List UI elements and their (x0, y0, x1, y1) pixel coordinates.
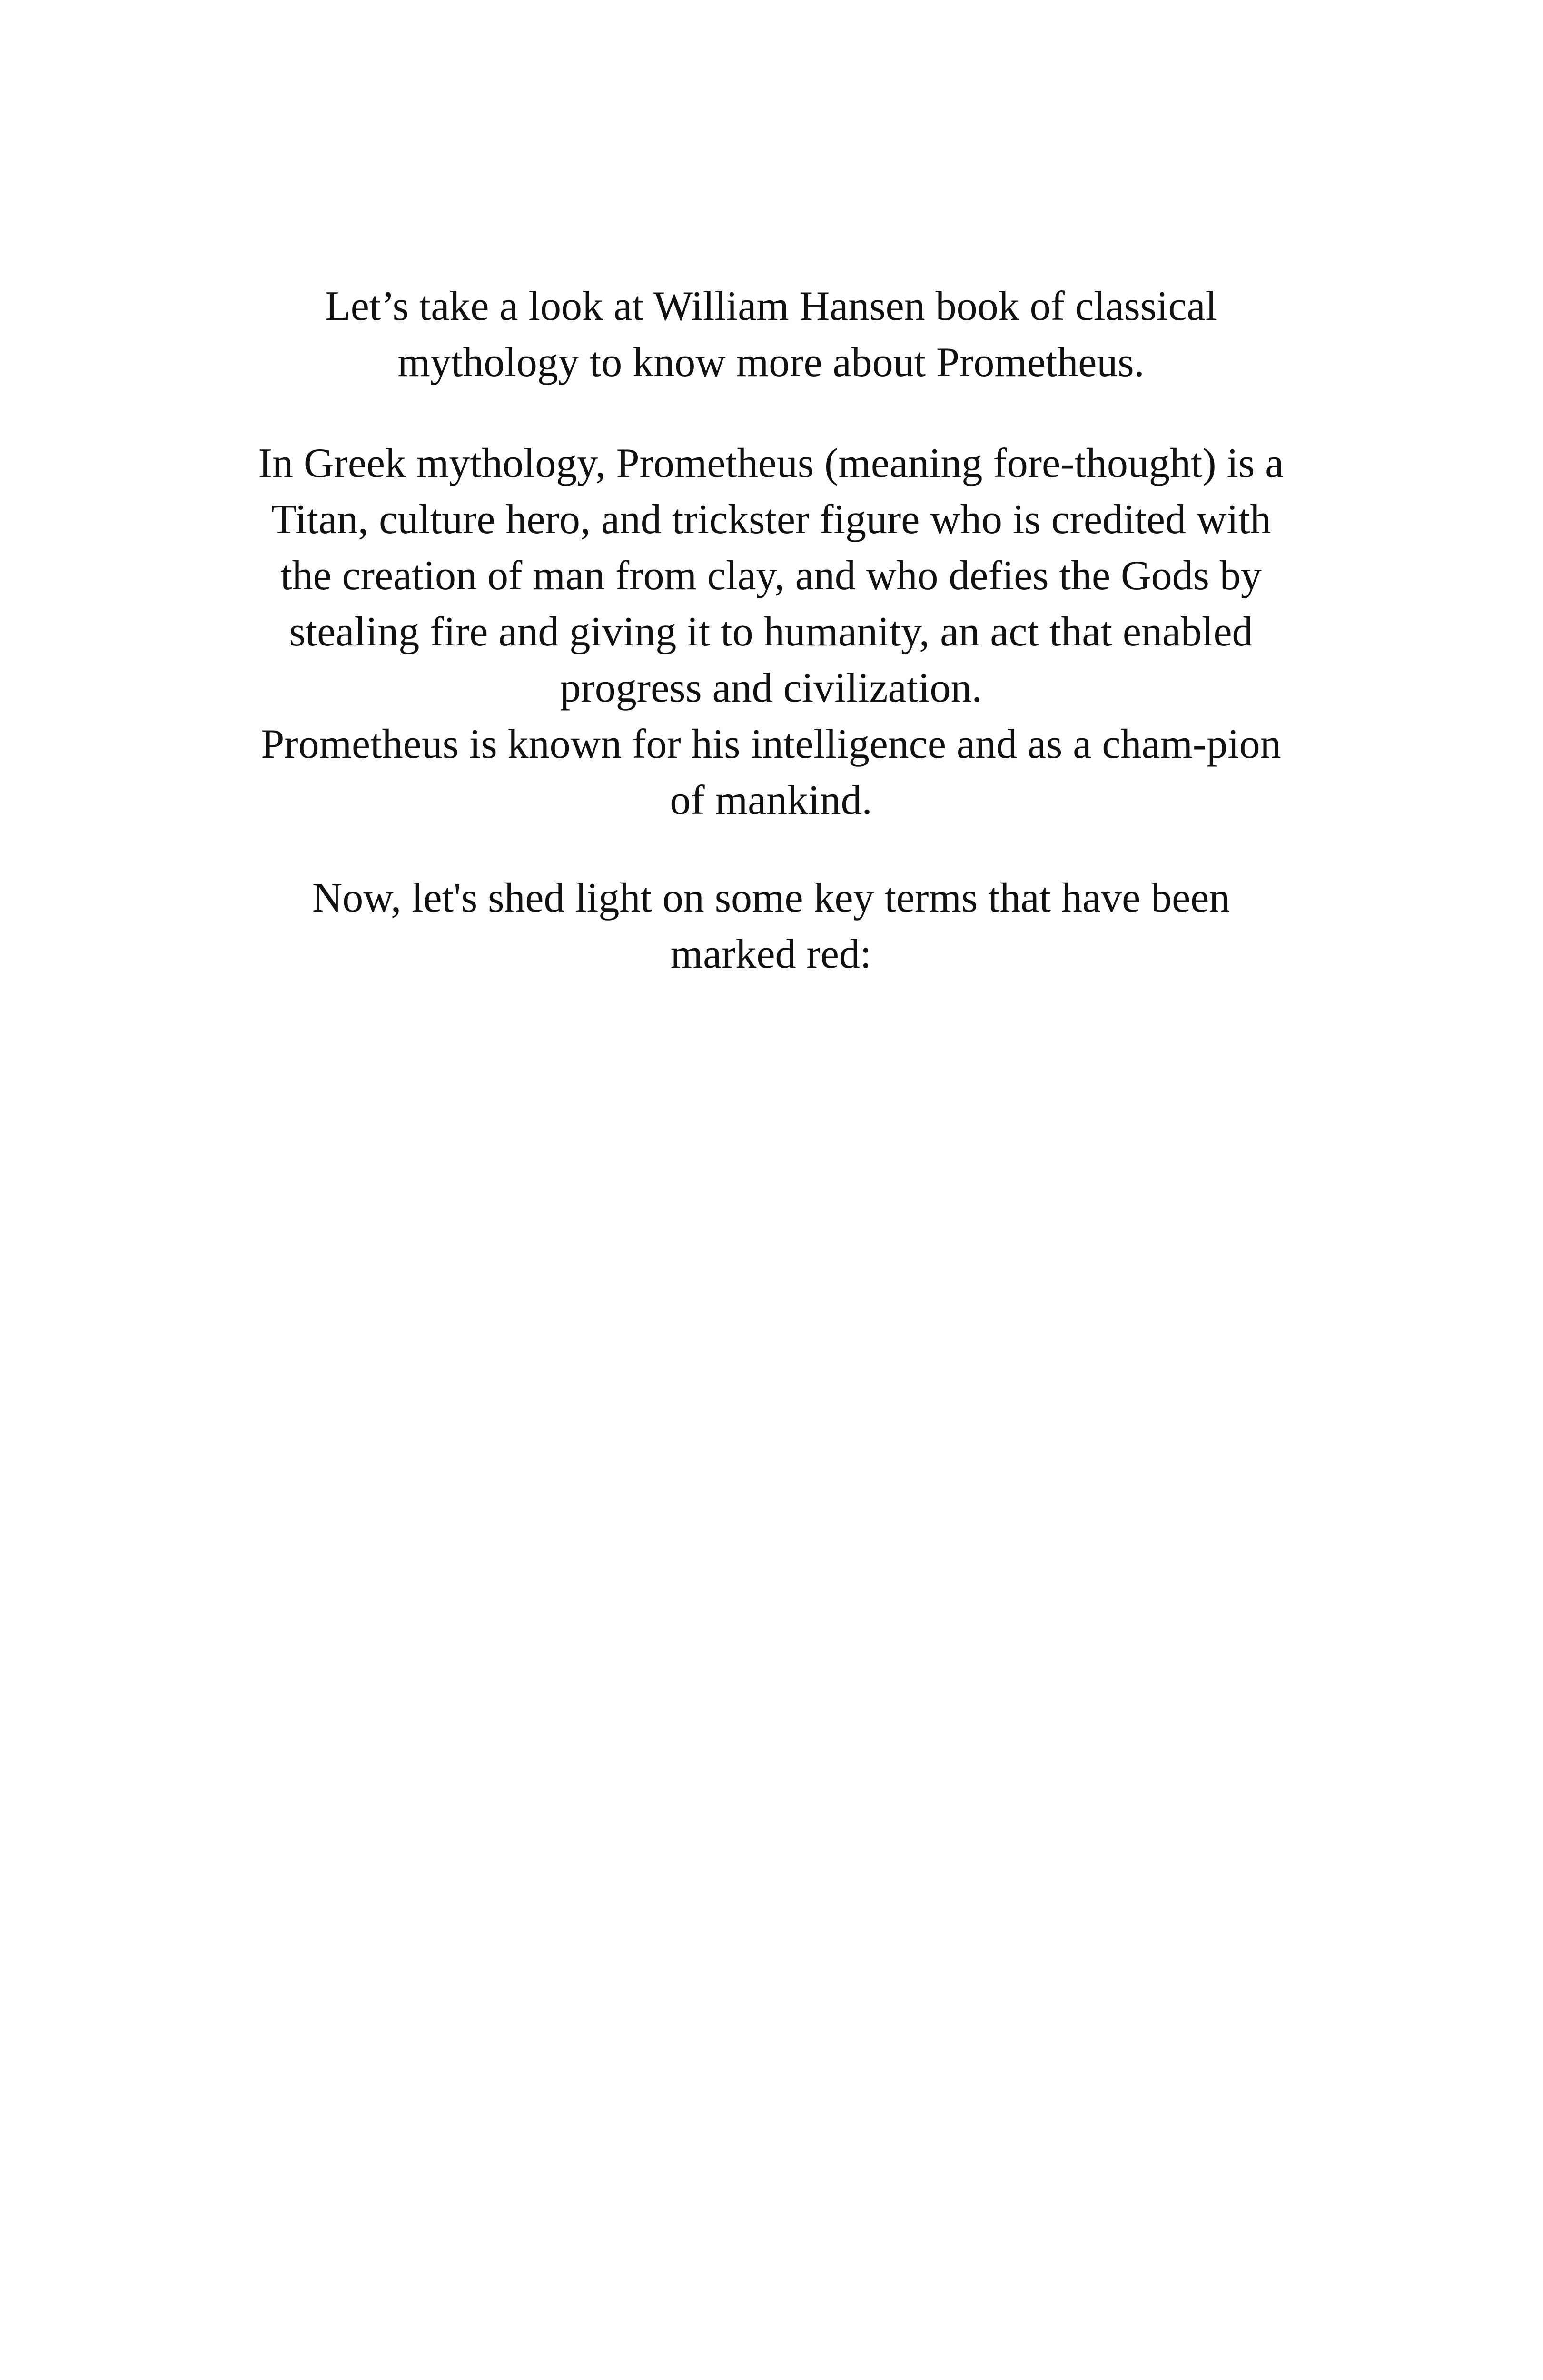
description-line: the creation of man from clay, and who defies the Gods by (280, 553, 1262, 599)
intro-paragraph (200, 278, 1342, 391)
closing-line: marked red: (670, 931, 872, 977)
description-line: In Greek mythology, Prometheus (meaning fore-thought) is a (258, 440, 1284, 486)
intro-line: Let’s take a look at William Hansen book of classical (325, 283, 1217, 329)
intro-line: mythology to know more about Prometheus. (397, 339, 1145, 386)
description-line: progress and civilization. (560, 665, 982, 711)
closing-paragraph (200, 870, 1342, 982)
description-line: Titan, culture hero, and trickster figure who is credited with (271, 496, 1271, 543)
description-line: stealing fire and giving it to humanity, an act that enabled (289, 609, 1253, 655)
closing-line: Now, let's shed light on some key terms that have been (312, 875, 1230, 921)
description-line: of mankind. (670, 777, 872, 823)
description-line: Prometheus is known for his intelligence and as a cham-pion (261, 721, 1281, 767)
prometheus-description-paragraph (200, 436, 1342, 829)
